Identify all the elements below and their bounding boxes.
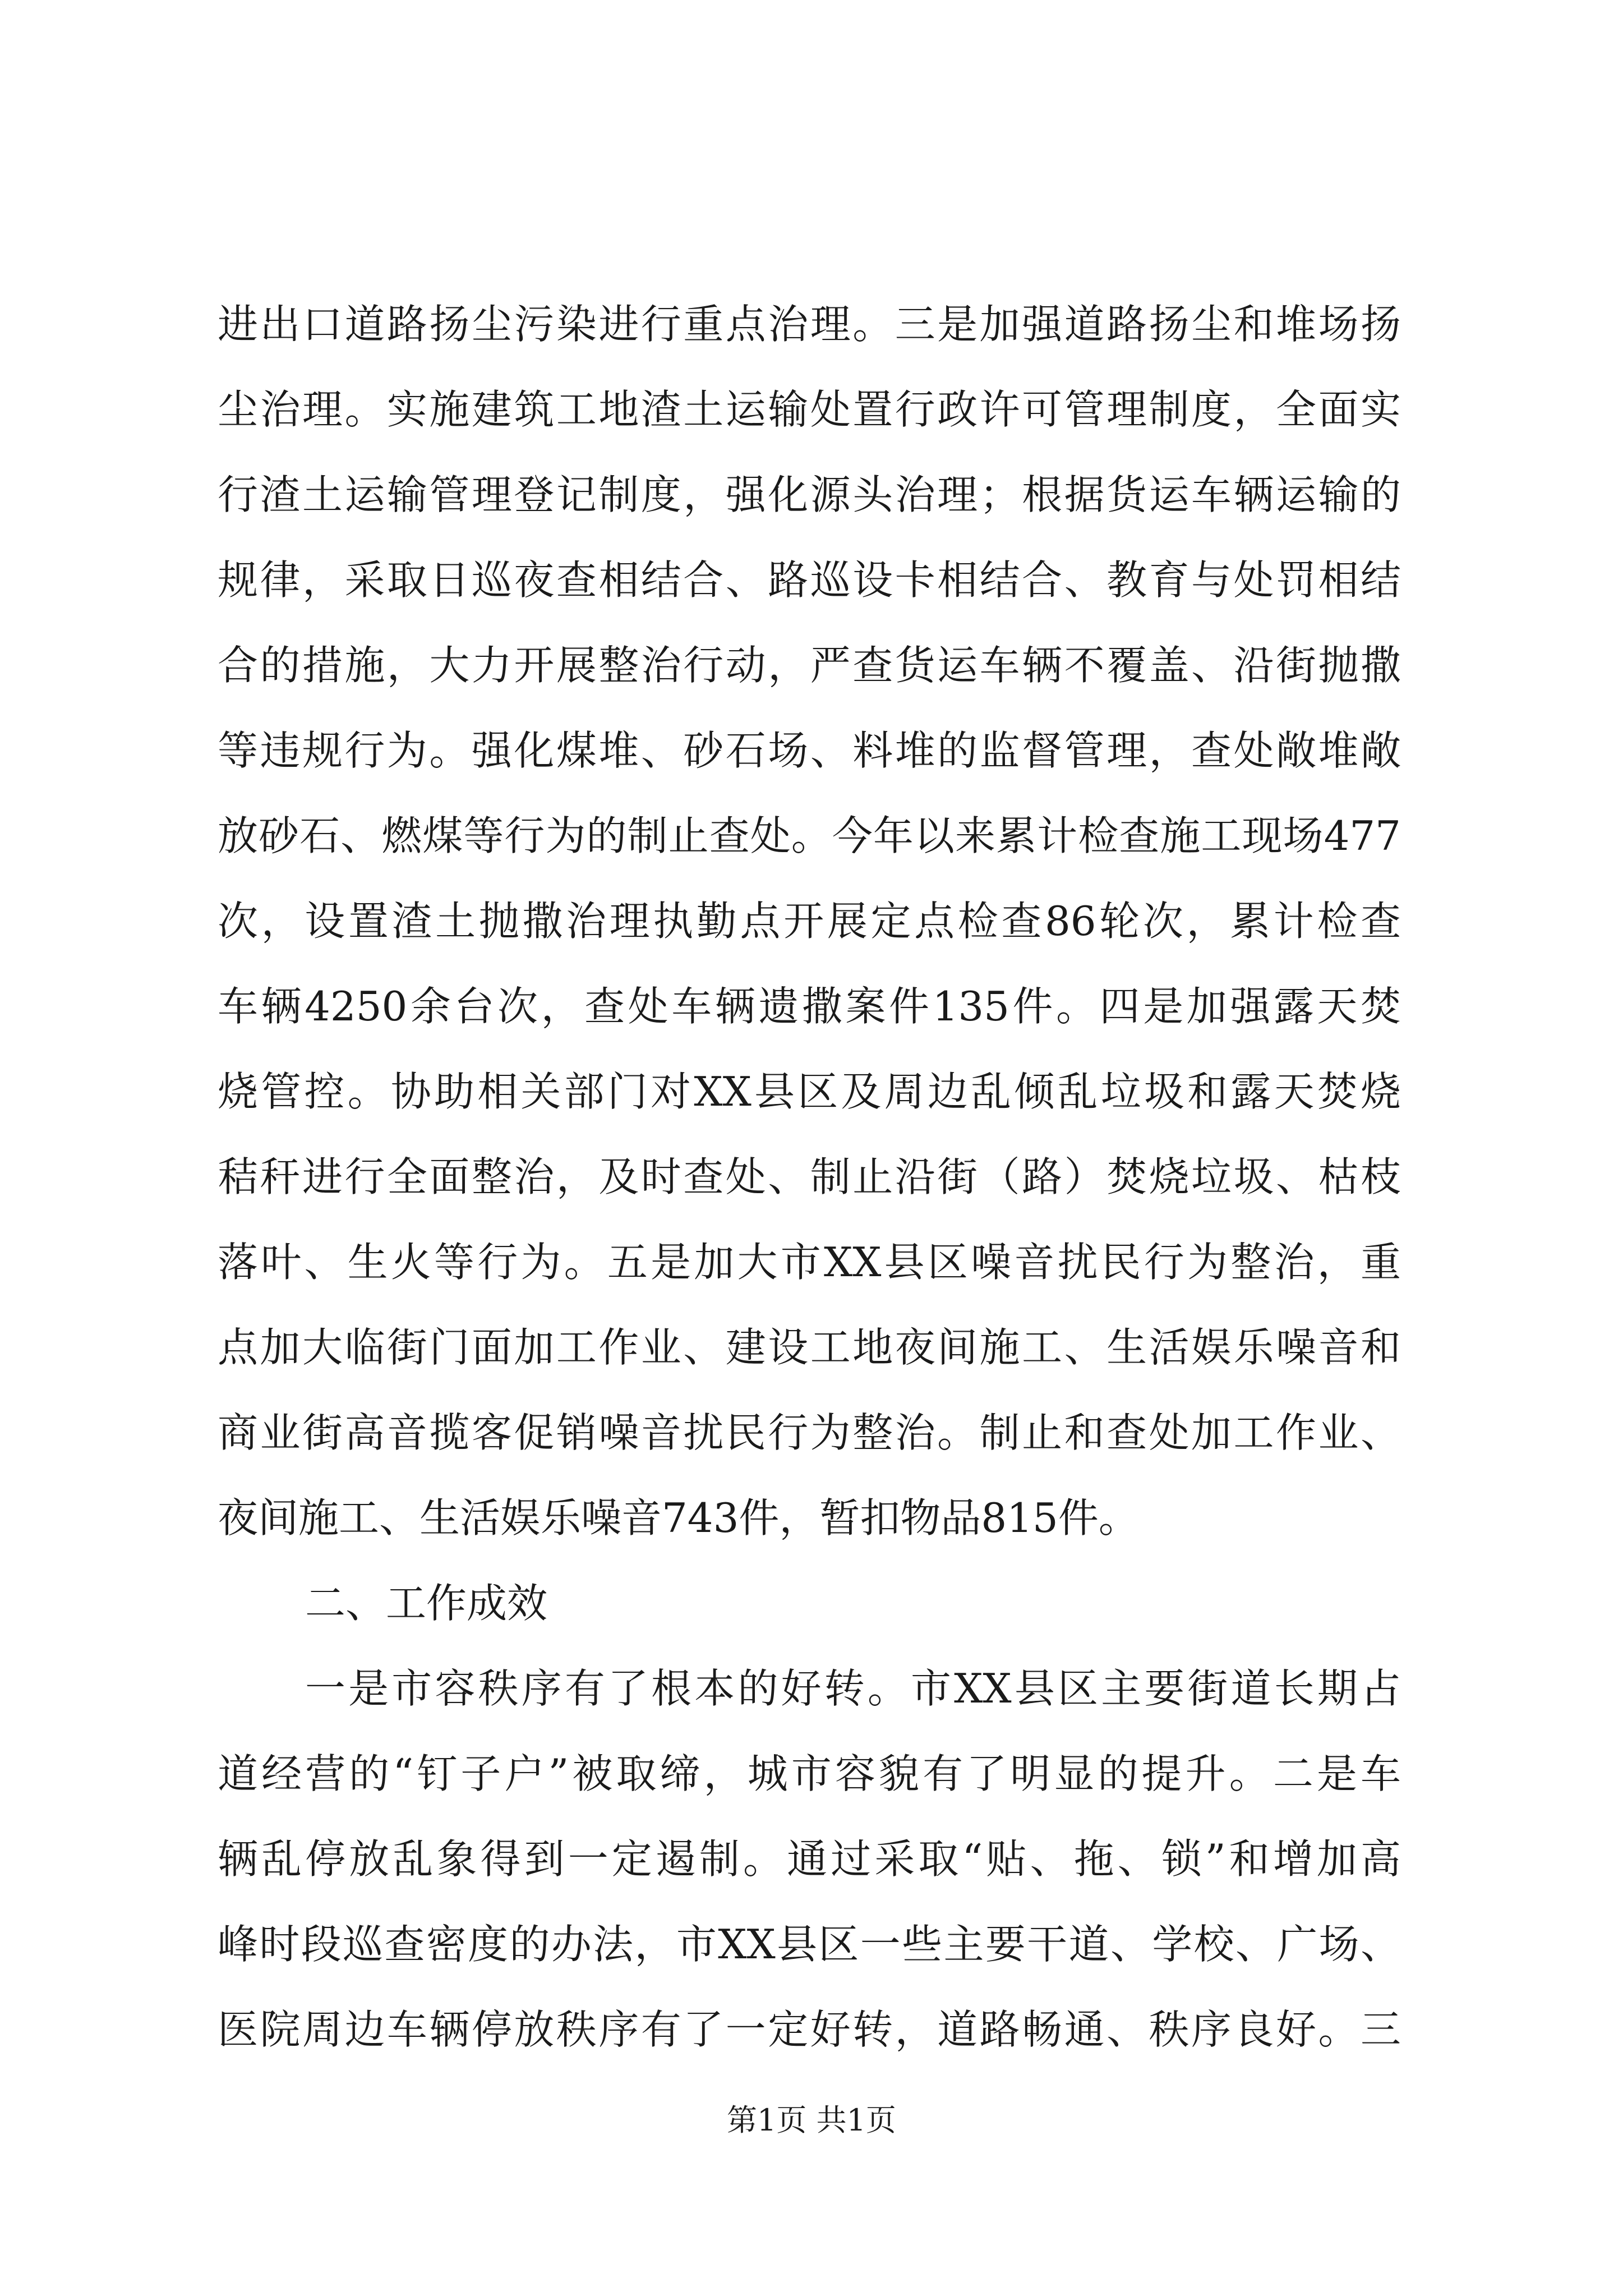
text-line: 夜间施工、生活娱乐噪音743件，暂扣物品815件。 — [218, 1494, 1139, 1542]
text-line: 行渣土运输管理登记制度，强化源头治理；根据货运车辆运输的 — [218, 471, 1401, 518]
text-line: 一是市容秩序有了根本的好转。市XX县区主要街道长期占 — [305, 1665, 1401, 1712]
text-line: 进出口道路扬尘污染进行重点治理。三是加强道路扬尘和堆场扬 — [218, 301, 1401, 348]
text-line: 车辆4250余台次，查处车辆遗撒案件135件。四是加强露天焚 — [218, 983, 1401, 1030]
text-line: 等违规行为。强化煤堆、砂石场、料堆的监督管理，查处敞堆敞 — [218, 727, 1401, 774]
text-line: 落叶、生火等行为。五是加大市XX县区噪音扰民行为整治，重 — [218, 1239, 1401, 1286]
section-heading: 二、工作成效 — [305, 1580, 548, 1627]
text-line: 规律，采取日巡夜查相结合、路巡设卡相结合、教育与处罚相结 — [218, 556, 1401, 604]
document-body — [218, 282, 1401, 2072]
text-line: 辆乱停放乱象得到一定遏制。通过采取“贴、拖、锁”和增加高 — [218, 1835, 1401, 1883]
text-line: 次，设置渣土抛撒治理执勤点开展定点检查86轮次，累计检查 — [218, 898, 1401, 945]
text-line: 道经营的“钉子户”被取缔，城市容貌有了明显的提升。二是车 — [218, 1750, 1401, 1797]
text-line: 点加大临街门面加工作业、建设工地夜间施工、生活娱乐噪音和 — [218, 1324, 1401, 1371]
text-line: 尘治理。实施建筑工地渣土运输处置行政许可管理制度，全面实 — [218, 386, 1401, 433]
text-line: 放砂石、燃煤等行为的制止查处。今年以来累计检查施工现场477 — [218, 812, 1401, 859]
text-line: 商业街高音揽客促销噪音扰民行为整治。制止和查处加工作业、 — [218, 1409, 1401, 1456]
page-footer: 第1页 共1页 — [727, 2102, 896, 2138]
text-line: 秸秆进行全面整治，及时查处、制止沿街（路）焚烧垃圾、枯枝 — [218, 1153, 1401, 1200]
text-line: 烧管控。协助相关部门对XX县区及周边乱倾乱垃圾和露天焚烧 — [218, 1068, 1401, 1115]
text-line: 医院周边车辆停放秩序有了一定好转，道路畅通、秩序良好。三 — [218, 2006, 1401, 2053]
text-line: 峰时段巡查密度的办法，市XX县区一些主要干道、学校、广场、 — [218, 1921, 1401, 1968]
text-line: 合的措施，大力开展整治行动，严查货运车辆不覆盖、沿街抛撒 — [218, 642, 1401, 689]
